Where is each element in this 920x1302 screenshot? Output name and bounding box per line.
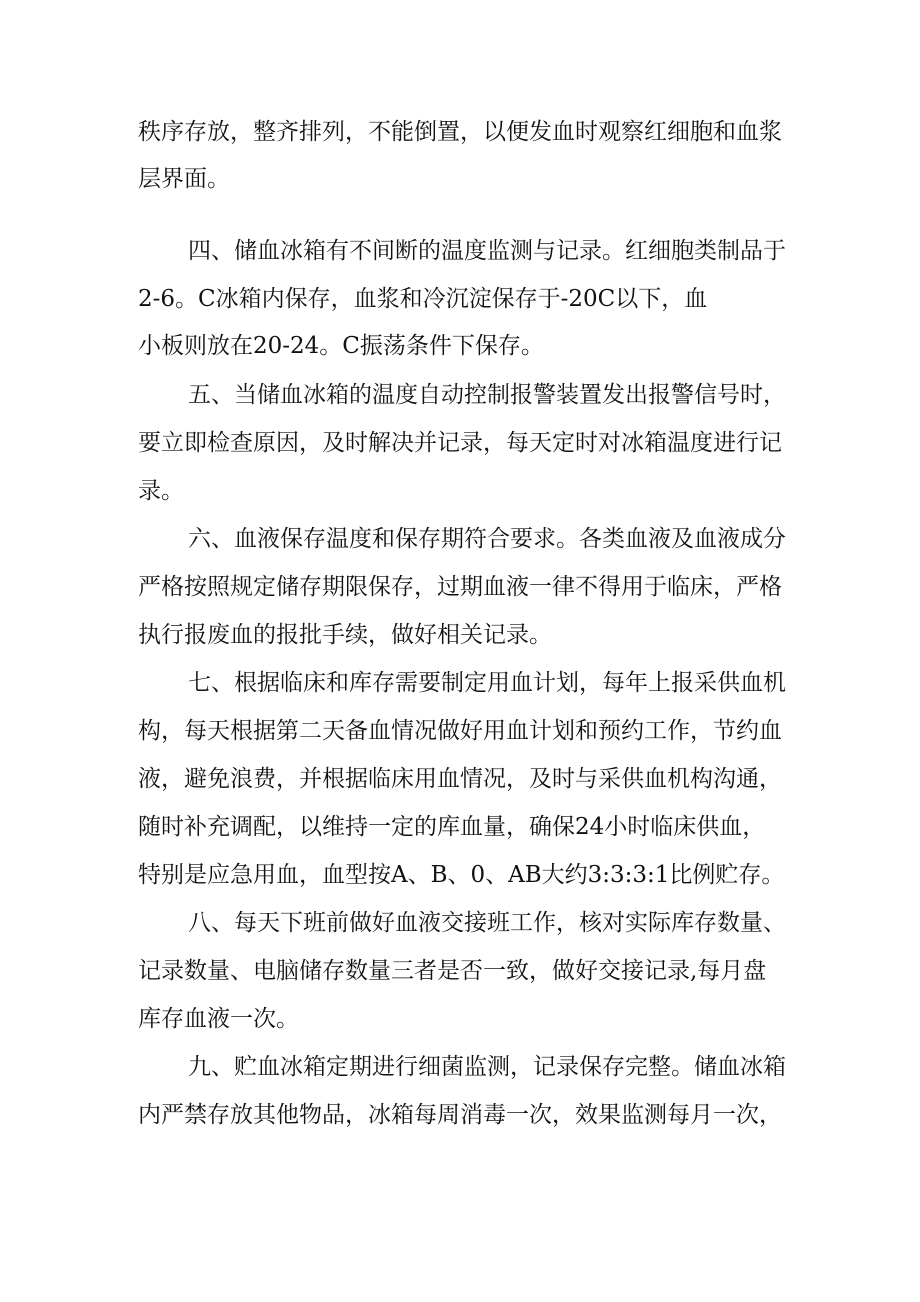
text-line: 特别是应急用血，血型按A、B、0、AB大约3:3:3:1比例贮存。 bbox=[138, 862, 785, 888]
paragraph-9-line: 九、贮血冰箱定期进行细菌监测，记录保存完整。储血冰箱 bbox=[188, 1054, 786, 1080]
text-line: 严格按照规定储存期限保存，过期血液一律不得用于临床，严格 bbox=[138, 574, 782, 600]
paragraph-4-line: 四、储血冰箱有不间断的温度监测与记录。红细胞类制品于 bbox=[188, 238, 786, 264]
text-line: 层界面。 bbox=[138, 166, 230, 192]
text-line: 秩序存放，整齐排列，不能倒置，以便发血时观察红细胞和血浆 bbox=[138, 119, 782, 145]
paragraph-5-line: 五、当储血冰箱的温度自动控制报警装置发出报警信号时， bbox=[188, 382, 786, 408]
text-line: 小板则放在20-24。C振荡条件下保存。 bbox=[138, 333, 544, 359]
text-line: 执行报废血的报批手续，做好相关记录。 bbox=[138, 622, 552, 648]
text-line: 2-6。C冰箱内保存，血浆和冷沉淀保存于-20C以下，血 bbox=[138, 286, 708, 312]
text-line: 录。 bbox=[138, 478, 184, 504]
paragraph-6-line: 六、血液保存温度和保存期符合要求。各类血液及血液成分 bbox=[188, 526, 786, 552]
text-line: 构，每天根据第二天备血情况做好用血计划和预约工作，节约血 bbox=[138, 718, 782, 744]
text-line: 液，避免浪费，并根据临床用血情况，及时与采供血机构沟通， bbox=[138, 766, 782, 792]
text-line: 要立即检查原因，及时解决并记录，每天定时对冰箱温度进行记 bbox=[138, 430, 782, 456]
text-line: 内严禁存放其他物品，冰箱每周消毒一次，效果监测每月一次， bbox=[138, 1102, 782, 1128]
paragraph-8-line: 八、每天下班前做好血液交接班工作，核对实际库存数量、 bbox=[188, 910, 786, 936]
paragraph-7-line: 七、根据临床和库存需要制定用血计划，每年上报采供血机 bbox=[188, 670, 786, 696]
text-line: 随时补充调配，以维持一定的库血量，确保24小时临床供血， bbox=[138, 814, 766, 840]
text-line: 记录数量、电脑储存数量三者是否一致，做好交接记录,每月盘 bbox=[138, 958, 767, 984]
text-line: 库存血液一次。 bbox=[138, 1006, 299, 1032]
